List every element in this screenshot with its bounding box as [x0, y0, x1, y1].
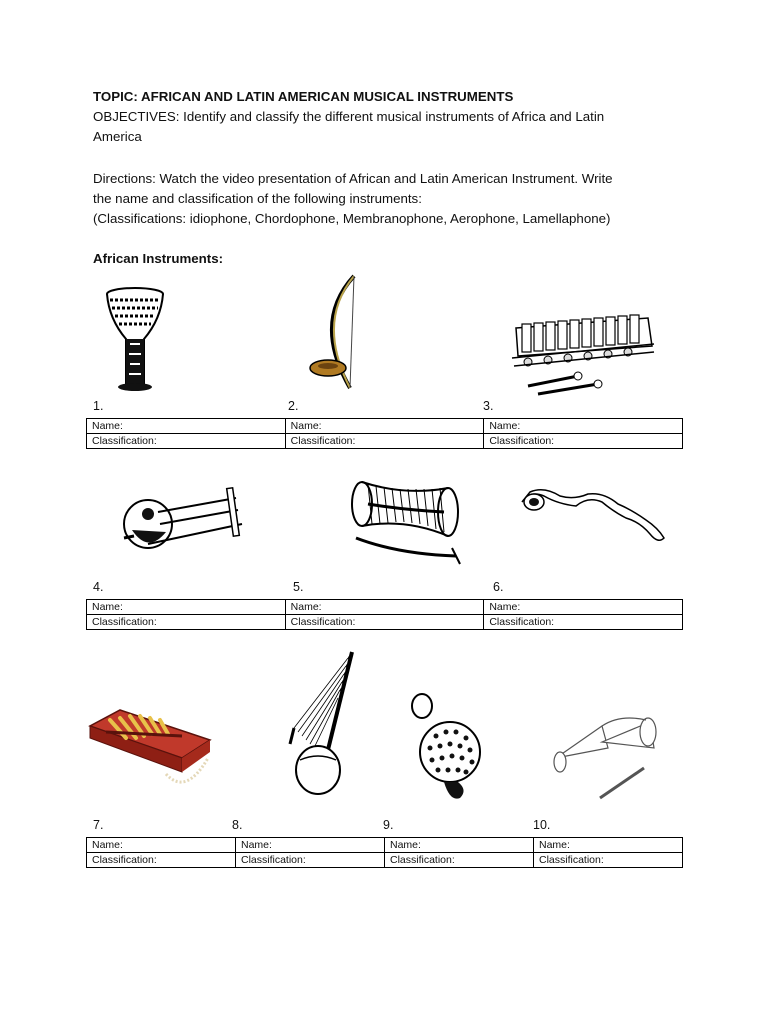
musical-bow-icon [302, 272, 374, 392]
xylophone-icon [508, 300, 658, 396]
answer-table-row-1 [86, 418, 683, 449]
name-field-9[interactable]: Name: [385, 838, 534, 853]
answer-table-row-3 [86, 837, 683, 868]
classification-field-6[interactable]: Classification: [484, 615, 683, 630]
name-field-10[interactable]: Name: [534, 838, 683, 853]
item-number-6: 6. [493, 580, 504, 594]
name-field-2[interactable]: Name: [285, 419, 484, 434]
thumb-piano-icon [86, 702, 216, 797]
shekere-icon [406, 690, 486, 808]
classification-field-9[interactable]: Classification: [385, 853, 534, 868]
section-heading: African Instruments: [93, 251, 224, 266]
item-number-2: 2. [288, 399, 299, 413]
kora-icon [284, 648, 364, 798]
talking-drum-icon [348, 474, 468, 574]
classification-field-4[interactable]: Classification: [87, 615, 286, 630]
directions-line-2: the name and classification of the following instruments: [93, 191, 422, 206]
item-number-7: 7. [93, 818, 104, 832]
directions-line-1: Directions: Watch the video presentation of African and Latin American Instrument. Write [93, 171, 613, 186]
name-field-3[interactable]: Name: [484, 419, 683, 434]
name-field-8[interactable]: Name: [236, 838, 385, 853]
gourd-lute-icon [118, 484, 258, 554]
item-number-8: 8. [232, 818, 243, 832]
classification-field-5[interactable]: Classification: [285, 615, 484, 630]
classification-field-2[interactable]: Classification: [285, 434, 484, 449]
answer-table-row-2 [86, 599, 683, 630]
classification-field-3[interactable]: Classification: [484, 434, 683, 449]
objectives-line-1: OBJECTIVES: Identify and classify the different musical instruments of Africa and Latin [93, 109, 605, 124]
item-number-10: 10. [533, 818, 551, 832]
double-bell-icon [550, 714, 660, 804]
name-field-7[interactable]: Name: [87, 838, 236, 853]
objectives-line-2: America [93, 129, 142, 144]
item-number-4: 4. [93, 580, 104, 594]
classification-field-10[interactable]: Classification: [534, 853, 683, 868]
classification-field-1[interactable]: Classification: [87, 434, 286, 449]
classification-field-8[interactable]: Classification: [236, 853, 385, 868]
horn-icon [518, 488, 668, 548]
topic-heading: TOPIC: AFRICAN AND LATIN AMERICAN MUSICAL INSTRUMENTS [93, 89, 514, 104]
item-number-5: 5. [293, 580, 304, 594]
item-number-9: 9. [383, 818, 394, 832]
classification-field-7[interactable]: Classification: [87, 853, 236, 868]
item-number-1: 1. [93, 399, 104, 413]
djembe-drum-icon [104, 284, 166, 394]
item-number-3: 3. [483, 399, 494, 413]
name-field-4[interactable]: Name: [87, 600, 286, 615]
name-field-5[interactable]: Name: [285, 600, 484, 615]
name-field-6[interactable]: Name: [484, 600, 683, 615]
directions-line-3: (Classifications: idiophone, Chordophone, Membranophone, Aerophone, Lamellaphone) [93, 211, 611, 226]
name-field-1[interactable]: Name: [87, 419, 286, 434]
